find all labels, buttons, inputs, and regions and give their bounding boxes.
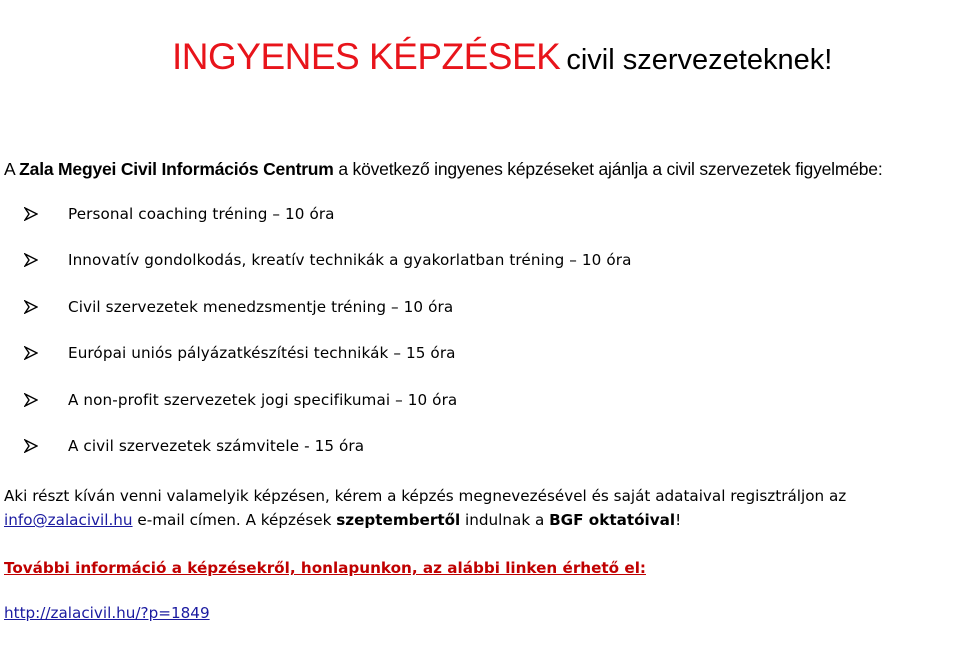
arrow-bullet-icon (24, 300, 68, 314)
registration-after-email: e-mail címen. A képzések (132, 511, 337, 529)
course-label: Civil szervezetek menedzsmentje tréning – 10 óra (68, 297, 454, 316)
list-item (24, 250, 632, 296)
email-link[interactable]: info@zalacivil.hu (4, 511, 133, 529)
page-title (172, 36, 832, 78)
registration-end: ! (675, 511, 682, 529)
intro-org-name: Zala Megyei Civil Információs Centrum (19, 159, 334, 179)
course-label: Personal coaching tréning – 10 óra (68, 205, 335, 223)
course-list (24, 204, 632, 482)
more-info-heading: További információ a képzésekről, honlapunkon, az alábbi linken érhető el: (4, 559, 646, 577)
title-main: INGYENES KÉPZÉSEK (172, 36, 561, 77)
arrow-bullet-icon (24, 439, 68, 453)
list-item (24, 343, 632, 389)
registration-trainers: BGF oktatóival (549, 511, 676, 529)
list-item (24, 390, 632, 436)
registration-start: szeptembertől (336, 511, 461, 529)
arrow-bullet-icon (24, 253, 68, 267)
registration-mid: indulnak a (460, 511, 550, 529)
course-label: Európai uniós pályázatkészítési technikák – 15 óra (68, 344, 456, 363)
arrow-bullet-icon (24, 393, 68, 407)
course-label: A civil szervezetek számvitele - 15 óra (68, 436, 365, 455)
registration-line-2 (4, 508, 846, 532)
intro-paragraph (4, 159, 883, 180)
course-label: Innovatív gondolkodás, kreatív technikák a gyakorlatban tréning – 10 óra (68, 251, 632, 270)
website-link[interactable]: http://zalacivil.hu/?p=1849 (4, 604, 210, 622)
course-label: A non-profit szervezetek jogi specifikumai – 10 óra (68, 390, 458, 409)
arrow-bullet-icon (24, 346, 68, 360)
registration-line-1: Aki részt kíván venni valamelyik képzésen, kérem a képzés megnevezésével és saját adataival regisztráljon az (4, 487, 847, 505)
list-item (24, 204, 632, 250)
list-item (24, 297, 632, 343)
list-item (24, 436, 632, 482)
title-sub: civil szervezeteknek! (566, 44, 833, 76)
intro-prefix: A (4, 159, 20, 179)
arrow-bullet-icon (24, 207, 68, 221)
registration-paragraph (4, 484, 846, 532)
intro-suffix: a következő ingyenes képzéseket ajánlja a civil szervezetek figyelmébe: (333, 159, 883, 179)
